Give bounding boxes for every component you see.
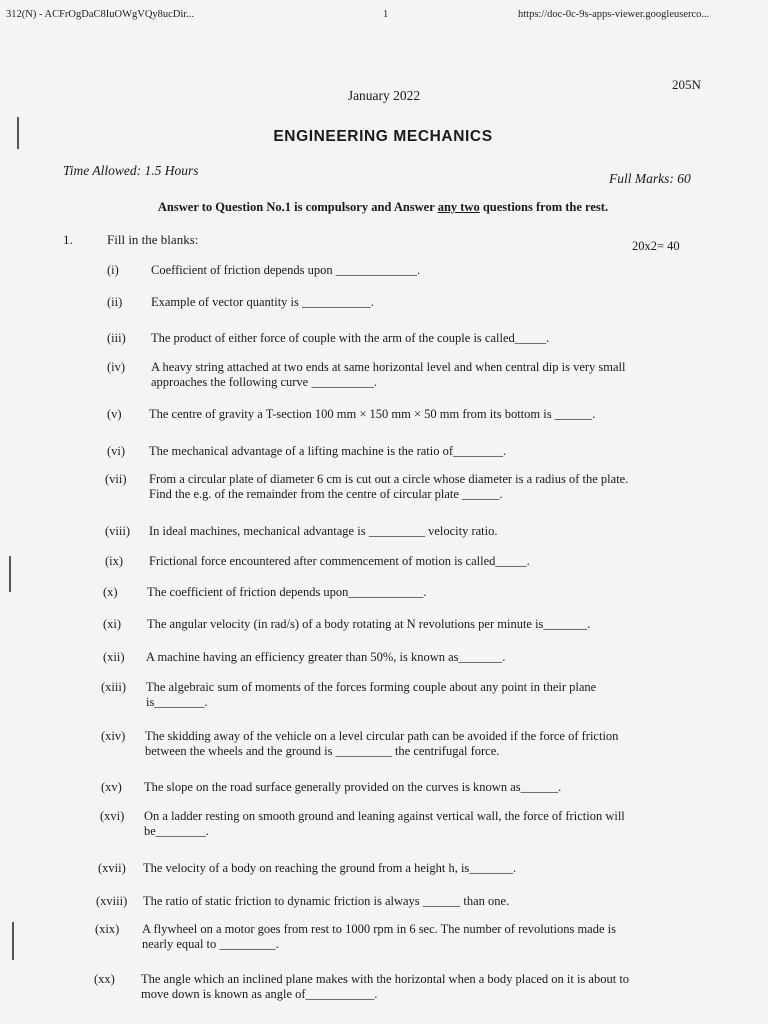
item-text-line: nearly equal to _________. bbox=[142, 937, 279, 951]
scan-edge-mark bbox=[17, 117, 19, 149]
item-text-line: The slope on the road surface generally provided on the curves is known as______. bbox=[144, 780, 562, 794]
scan-edge-mark bbox=[9, 556, 11, 592]
item-number: (xv) bbox=[101, 780, 122, 794]
item-text-line: The angular velocity (in rad/s) of a body rotating at N revolutions per minute is_______. bbox=[147, 617, 591, 631]
item-number: (xi) bbox=[103, 617, 122, 631]
question-title: Fill in the blanks: bbox=[107, 232, 199, 247]
item-text-line: move down is known as angle of___________. bbox=[141, 987, 378, 1001]
item-text bbox=[147, 617, 700, 632]
item-number: (xvii) bbox=[98, 861, 126, 875]
exam-instruction bbox=[0, 200, 766, 215]
item-text-line: approaches the following curve __________. bbox=[151, 375, 377, 389]
item-number: (ix) bbox=[105, 554, 124, 568]
item-number: (xix) bbox=[95, 922, 120, 936]
item-text bbox=[144, 780, 700, 795]
item-number: (xii) bbox=[103, 650, 125, 664]
full-marks: Full Marks: 60 bbox=[609, 171, 691, 186]
item-text bbox=[146, 650, 700, 665]
item-number: (viii) bbox=[105, 524, 130, 538]
question-number: 1. bbox=[63, 232, 73, 247]
item-text-line: Find the e.g. of the remainder from the centre of circular plate ______. bbox=[149, 487, 503, 501]
item-text-line: From a circular plate of diameter 6 cm is cut out a circle whose diameter is a radius of the plate. bbox=[149, 472, 629, 486]
item-text bbox=[147, 585, 700, 600]
item-text-line: Frictional force encountered after commencement of motion is called_____. bbox=[149, 554, 530, 568]
item-text bbox=[149, 444, 700, 459]
item-text-line: between the wheels and the ground is _________ the centrifugal force. bbox=[145, 744, 500, 758]
browser-header-page-number: 1 bbox=[383, 9, 389, 20]
item-number: (ii) bbox=[107, 295, 123, 309]
item-text bbox=[145, 729, 700, 759]
item-text bbox=[149, 524, 700, 539]
item-text bbox=[143, 861, 700, 876]
item-text-line: The coefficient of friction depends upon____________. bbox=[147, 585, 427, 599]
item-text bbox=[143, 894, 700, 909]
item-text-line: The ratio of static friction to dynamic friction is always ______ than one. bbox=[143, 894, 510, 908]
item-text-line: be________. bbox=[144, 824, 209, 838]
item-text bbox=[144, 809, 700, 839]
item-number: (xiv) bbox=[101, 729, 126, 743]
exam-title: ENGINEERING MECHANICS bbox=[273, 128, 493, 145]
item-number: (iv) bbox=[107, 360, 126, 374]
item-number: (x) bbox=[103, 585, 118, 599]
item-number: (xx) bbox=[94, 972, 115, 986]
browser-header-title: 312(N) - ACFrOgDaC8IuOWgVQy8ucDir... bbox=[6, 9, 195, 20]
item-text-line: On a ladder resting on smooth ground and leaning against vertical wall, the force of friction will bbox=[144, 809, 625, 823]
item-text bbox=[141, 972, 700, 1002]
item-number: (vi) bbox=[107, 444, 126, 458]
item-number: (xiii) bbox=[101, 680, 126, 694]
item-number: (iii) bbox=[107, 331, 126, 345]
item-text-line: The algebraic sum of moments of the forces forming couple about any point in their plane bbox=[146, 680, 597, 694]
instruction-underlined: any two bbox=[437, 200, 480, 214]
exam-date: January 2022 bbox=[347, 88, 421, 103]
item-text bbox=[149, 407, 700, 422]
item-text-line: The product of either force of couple with the arm of the couple is called_____. bbox=[151, 331, 550, 345]
scan-edge-mark bbox=[12, 922, 14, 960]
instruction-text-after: questions from the rest. bbox=[479, 200, 609, 214]
question-marks: 20x2= 40 bbox=[632, 239, 680, 253]
item-text-line: The skidding away of the vehicle on a level circular path can be avoided if the force of friction bbox=[145, 729, 619, 743]
browser-header-url: https://doc-0c-9s-apps-viewer.googleuserco... bbox=[518, 9, 710, 20]
item-text-line: The angle which an inclined plane makes with the horizontal when a body placed on it is about to bbox=[141, 972, 630, 986]
item-text bbox=[142, 922, 700, 952]
item-text-line: Example of vector quantity is ___________. bbox=[151, 295, 374, 309]
item-text-line: The velocity of a body on reaching the ground from a height h, is_______. bbox=[143, 861, 517, 875]
item-number: (vii) bbox=[105, 472, 127, 486]
item-number: (xvi) bbox=[100, 809, 125, 823]
item-number: (v) bbox=[107, 407, 122, 421]
item-text-line: A flywheel on a motor goes from rest to 1000 rpm in 6 sec. The number of revolutions made is bbox=[142, 922, 616, 936]
item-number: (xviii) bbox=[96, 894, 128, 908]
item-text-line: A machine having an efficiency greater than 50%, is known as_______. bbox=[146, 650, 506, 664]
item-text-line: The centre of gravity a T-section 100 mm × 150 mm × 50 mm from its bottom is ______. bbox=[149, 407, 596, 421]
item-text-line: is________. bbox=[146, 695, 208, 709]
item-text bbox=[151, 295, 700, 310]
item-text bbox=[146, 680, 700, 710]
item-text bbox=[151, 360, 700, 390]
item-text-line: A heavy string attached at two ends at same horizontal level and when central dip is very small bbox=[151, 360, 626, 374]
item-number: (i) bbox=[107, 263, 119, 277]
time-allowed: Time Allowed: 1.5 Hours bbox=[63, 163, 199, 178]
item-text-line: Coefficient of friction depends upon _____________. bbox=[151, 263, 421, 277]
item-text bbox=[151, 263, 700, 278]
instruction-text-before: Answer to Question No.1 is compulsory and Answer bbox=[157, 200, 438, 214]
paper-code: 205N bbox=[672, 77, 701, 92]
item-text-line: In ideal machines, mechanical advantage is _________ velocity ratio. bbox=[149, 524, 498, 538]
item-text-line: The mechanical advantage of a lifting machine is the ratio of________. bbox=[149, 444, 507, 458]
item-text bbox=[149, 554, 700, 569]
item-text bbox=[151, 331, 700, 346]
item-text bbox=[149, 472, 700, 502]
